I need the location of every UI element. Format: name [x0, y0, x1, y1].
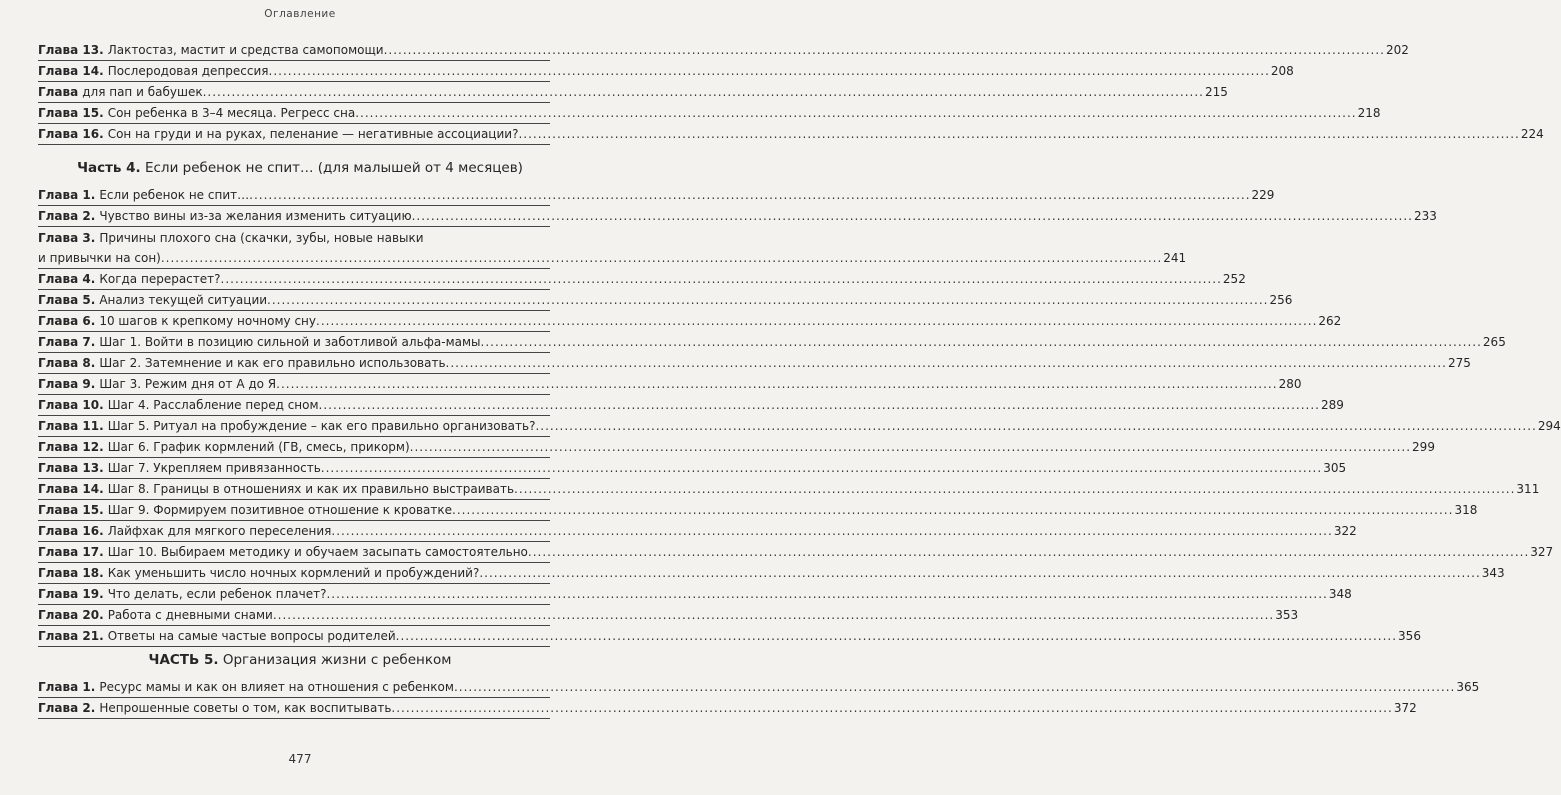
toc-entry[interactable]: [38, 626, 1421, 647]
dot-leader: [203, 86, 1204, 99]
chapter-title: Непрошенные советы о том, как воспитывать: [99, 701, 392, 715]
chapter-number: Глава 17.: [38, 545, 104, 559]
page-number: 262: [1318, 314, 1342, 328]
toc-entry[interactable]: [38, 500, 1478, 521]
toc-entry[interactable]: [38, 124, 1544, 145]
chapter-number: Глава 4.: [38, 272, 96, 286]
chapter-title: Сон ребенка в 3–4 месяца. Регресс сна: [107, 106, 356, 120]
chapter-number: Глава 8.: [38, 356, 96, 370]
chapter-number: Глава 14.: [38, 482, 104, 496]
chapter-number: Глава 9.: [38, 377, 96, 391]
chapter-number: Глава: [38, 85, 79, 99]
part-heading: [0, 160, 600, 176]
chapter-title: Шаг 2. Затемнение и как его правильно использовать: [99, 356, 446, 370]
page-number: 289: [1320, 398, 1344, 412]
chapter-title: для пап и бабушек: [82, 85, 203, 99]
dot-leader: [410, 441, 1411, 454]
chapter-number: Глава 16.: [38, 127, 104, 141]
page-number: 224: [1520, 127, 1544, 141]
chapter-number: Глава 1.: [38, 680, 96, 694]
chapter-title: Шаг 4. Расслабление перед сном: [107, 398, 319, 412]
part-heading: [0, 652, 600, 668]
page-number: 318: [1454, 503, 1478, 517]
chapter-title-continued: и привычки на сон): [38, 251, 161, 265]
page-number: 241: [1163, 251, 1187, 265]
chapter-title: Шаг 6. График кормлений (ГВ, смесь, прикорм): [107, 440, 410, 454]
dot-leader: [412, 210, 1413, 223]
toc-entry[interactable]: [38, 61, 1294, 82]
chapter-number: Глава 10.: [38, 398, 104, 412]
toc-entry[interactable]: [38, 395, 1344, 416]
toc-entry[interactable]: [38, 206, 1437, 227]
chapter-number: Глава 21.: [38, 629, 104, 643]
chapter-number: Глава 16.: [38, 524, 104, 538]
chapter-number: Глава 13.: [38, 43, 104, 57]
chapter-number: Глава 6.: [38, 314, 96, 328]
dot-leader: [269, 65, 1270, 78]
toc-entry[interactable]: [38, 374, 1302, 395]
page-number: 327: [1530, 545, 1554, 559]
toc-entry[interactable]: [38, 416, 1561, 437]
page-number: 280: [1278, 377, 1302, 391]
page-number: 229: [1251, 188, 1275, 202]
chapter-title: Шаг 3. Режим дня от А до Я: [99, 377, 277, 391]
toc-list-top: [38, 40, 1544, 145]
chapter-number: Глава 3.: [38, 231, 96, 245]
page-number: 322: [1333, 524, 1357, 538]
dot-leader: [518, 128, 1519, 141]
toc-entry-continuation[interactable]: [38, 248, 1187, 269]
chapter-title: Что делать, если ребенок плачет?: [107, 587, 327, 601]
toc-entry[interactable]: [38, 103, 1381, 124]
chapter-title: Анализ текущей ситуации: [99, 293, 268, 307]
dot-leader: [528, 546, 1529, 559]
toc-entry[interactable]: [38, 584, 1352, 605]
page-number: 202: [1385, 43, 1409, 57]
page-number: 252: [1222, 272, 1246, 286]
chapter-title: Шаг 5. Ритуал на пробуждение – как его правильно организовать?: [107, 419, 536, 433]
dot-leader: [514, 483, 1515, 496]
page-number: 218: [1357, 106, 1381, 120]
chapter-number: Глава 20.: [38, 608, 104, 622]
page-number: 299: [1412, 440, 1435, 454]
chapter-title: Послеродовая депрессия: [107, 64, 269, 78]
toc-entry[interactable]: [38, 479, 1540, 500]
dot-leader: [273, 609, 1274, 622]
chapter-title: Сон на груди и на руках, пеленание — негативные ассоциации?: [107, 127, 519, 141]
page-number: 233: [1413, 209, 1437, 223]
toc-entry[interactable]: [38, 82, 1228, 103]
toc-entry[interactable]: [38, 437, 1435, 458]
part-title: Если ребенок не спит… (для малышей от 4 месяцев): [144, 160, 523, 176]
toc-entry[interactable]: [38, 677, 1480, 698]
running-head: Оглавление: [264, 8, 336, 20]
chapter-title: Чувство вины из-за желания изменить ситуацию: [99, 209, 412, 223]
chapter-number: Глава 12.: [38, 440, 104, 454]
dot-leader: [326, 588, 1327, 601]
toc-entry[interactable]: [38, 605, 1299, 626]
chapter-number: Глава 18.: [38, 566, 104, 580]
dot-leader: [319, 399, 1320, 412]
chapter-title: 10 шагов к крепкому ночному сну: [99, 314, 316, 328]
toc-entry[interactable]: [38, 542, 1554, 563]
dot-leader: [446, 357, 1447, 370]
toc-entry[interactable]: [38, 698, 1417, 719]
part-title: Организация жизни с ребенком: [222, 652, 452, 668]
toc-entry[interactable]: [38, 311, 1342, 332]
toc-entry[interactable]: [38, 563, 1505, 584]
dot-leader: [479, 567, 1480, 580]
page-number: 365: [1456, 680, 1480, 694]
toc-list-part5: [38, 677, 1480, 719]
page-number: 343: [1481, 566, 1505, 580]
dot-leader: [276, 378, 1277, 391]
dot-leader: [391, 702, 1392, 715]
dot-leader: [454, 681, 1455, 694]
page-number: 372: [1393, 701, 1417, 715]
chapter-number: Глава 2.: [38, 209, 96, 223]
chapter-number: Глава 7.: [38, 335, 96, 349]
page-number: 208: [1270, 64, 1294, 78]
chapter-title: Лайфхак для мягкого переселения: [107, 524, 332, 538]
dot-leader: [452, 504, 1453, 517]
chapter-title: Лактостаз, мастит и средства самопомощи: [107, 43, 384, 57]
dot-leader: [331, 525, 1332, 538]
chapter-title: Ресурс мамы и как он влияет на отношения с ребенком: [99, 680, 454, 694]
chapter-title: Шаг 9. Формируем позитивное отношение к кроватке: [107, 503, 453, 517]
page-number: 311: [1516, 482, 1540, 496]
dot-leader: [321, 462, 1322, 475]
toc-entry[interactable]: [38, 353, 1471, 374]
chapter-number: Глава 5.: [38, 293, 96, 307]
dot-leader: [384, 44, 1385, 57]
toc-entry[interactable]: [38, 227, 550, 248]
toc-entry[interactable]: [38, 269, 1246, 290]
chapter-number: Глава 2.: [38, 701, 96, 715]
dot-leader: [221, 273, 1222, 286]
chapter-title: Когда перерастет?: [99, 272, 221, 286]
page-number: 265: [1482, 335, 1506, 349]
part-number: ЧАСТЬ 5.: [148, 652, 219, 668]
chapter-title: Шаг 8. Границы в отношениях и как их правильно выстраивать: [107, 482, 515, 496]
dot-leader: [161, 252, 1162, 265]
page-number: 256: [1269, 293, 1293, 307]
page-number: 215: [1204, 85, 1228, 99]
page-number: 294: [1537, 419, 1561, 433]
dot-leader: [396, 630, 1397, 643]
toc-list-part4: [38, 185, 1561, 647]
toc-entry[interactable]: [38, 40, 1409, 61]
page-number: 305: [1323, 461, 1347, 475]
page-folio: 477: [288, 752, 312, 766]
dot-leader: [267, 294, 1268, 307]
chapter-title: Как уменьшить число ночных кормлений и пробуждений?: [107, 566, 480, 580]
page-number: 348: [1328, 587, 1352, 601]
chapter-title: Причины плохого сна (скачки, зубы, новые навыки: [99, 231, 424, 245]
chapter-title: Шаг 7. Укрепляем привязанность: [107, 461, 321, 475]
chapter-title: Ответы на самые частые вопросы родителей: [107, 629, 396, 643]
chapter-title: Шаг 10. Выбираем методику и обучаем засыпать самостоятельно: [107, 545, 528, 559]
chapter-title: Если ребенок не спит…: [99, 188, 250, 202]
dot-leader: [249, 189, 1250, 202]
chapter-number: Глава 15.: [38, 503, 104, 517]
chapter-number: Глава 13.: [38, 461, 104, 475]
chapter-number: Глава 1.: [38, 188, 96, 202]
page-number: 356: [1398, 629, 1421, 643]
toc-entry[interactable]: [38, 185, 1275, 206]
chapter-title: Работа с дневными снами: [107, 608, 273, 622]
part-number: Часть 4.: [77, 160, 141, 176]
toc-entry[interactable]: [38, 332, 1506, 353]
chapter-number: Глава 15.: [38, 106, 104, 120]
page-number: 353: [1275, 608, 1299, 622]
toc-entry[interactable]: [38, 521, 1357, 542]
chapter-title: Шаг 1. Войти в позицию сильной и заботливой альфа-мамы: [99, 335, 481, 349]
dot-leader: [535, 420, 1536, 433]
chapter-number: Глава 19.: [38, 587, 104, 601]
toc-entry[interactable]: [38, 458, 1347, 479]
page-number: 275: [1447, 356, 1471, 370]
dot-leader: [355, 107, 1356, 120]
chapter-number: Глава 11.: [38, 419, 104, 433]
chapter-number: Глава 14.: [38, 64, 104, 78]
toc-entry[interactable]: [38, 290, 1293, 311]
dot-leader: [481, 336, 1482, 349]
dot-leader: [316, 315, 1317, 328]
